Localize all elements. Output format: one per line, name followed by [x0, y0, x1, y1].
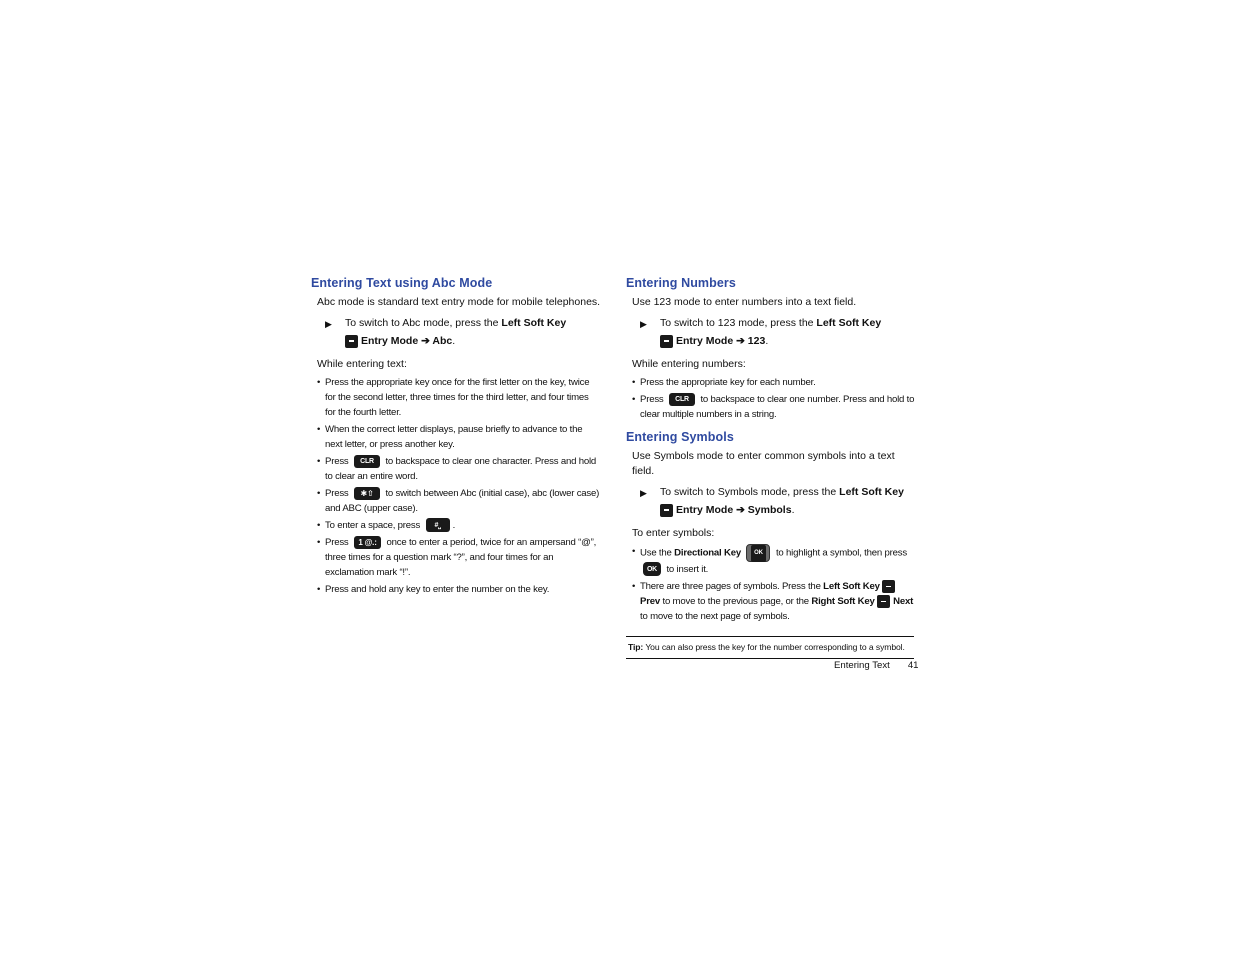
left-soft-key-icon: [660, 335, 673, 348]
symbols-step: ▶ To switch to Symbols mode, press the Left Soft Key: [632, 485, 916, 500]
list-item: • Press and hold any key to enter the number on the key.: [317, 584, 550, 595]
star-shift-key-icon: ✱⇧: [354, 487, 380, 500]
list-item: • Press the appropriate key for each number.: [632, 377, 816, 388]
footer-section: Entering Text: [834, 660, 890, 671]
left-column: [311, 276, 601, 599]
numbers-step: ▶ To switch to 123 mode, press the Left Soft Key: [632, 316, 916, 331]
right-column: [626, 276, 916, 659]
clr-key-icon: CLR: [354, 455, 380, 468]
ok-key-icon: OK: [643, 562, 661, 576]
list-item: • When the correct letter displays, pause briefly to advance to the next letter, or press another key.: [317, 424, 583, 450]
tip-box: [626, 636, 914, 659]
clr-key-icon: CLR: [669, 393, 695, 406]
numbers-intro: Use 123 mode to enter numbers into a text field.: [632, 296, 857, 308]
abc-intro: Abc mode is standard text entry mode for mobile telephones.: [317, 296, 601, 308]
step-arrow-icon: ▶: [640, 488, 647, 498]
list-item: • Press CLR to backspace to clear one number. Press and hold to clear multiple numbers in a string.: [632, 394, 915, 420]
heading-symbols: Entering Symbols: [626, 430, 734, 444]
left-soft-key-icon: [882, 580, 895, 593]
list-item: • There are three pages of symbols. Press the Left Soft Key Prev to move to the previous page, or the Right Soft Key Next to move to the next page of symbols.: [632, 581, 914, 622]
tip-label: Tip:: [628, 642, 644, 652]
list-item: • Press 1 @.: once to enter a period, twice for an ampersand “@”, three times for a question mark “?”, and four times for an exclamation mark “!”.: [317, 537, 597, 578]
symbols-step-menu-row: Entry Mode ➔ Symbols .: [660, 502, 916, 518]
abc-step-text: To switch to Abc mode, press the: [345, 317, 502, 329]
numbers-while: While entering numbers:: [632, 358, 746, 370]
list-item: • Press CLR to backspace to clear one character. Press and hold to clear an entire word.: [317, 456, 597, 482]
numbers-bullets: [632, 375, 916, 422]
step-arrow-icon: ▶: [325, 319, 332, 329]
abc-step-menu-row: Entry Mode ➔ Abc .: [345, 333, 601, 349]
symbols-bullets: [632, 544, 916, 624]
tip-text: You can also press the key for the number corresponding to a symbol.: [643, 642, 905, 652]
page-number: 41: [907, 660, 919, 671]
list-item: • Press the appropriate key once for the first letter on the key, twice for the second letter, three times for the third letter, and four times for the fourth letter.: [317, 377, 590, 418]
page-footer: [834, 660, 919, 671]
abc-step-key: Left Soft Key: [501, 317, 567, 329]
abc-while: While entering text:: [317, 358, 407, 370]
left-soft-key-icon: [345, 335, 358, 348]
abc-bullets: [317, 375, 601, 597]
symbols-while: To enter symbols:: [632, 527, 715, 539]
abc-step-menu: Entry Mode ➔ Abc: [361, 335, 453, 347]
list-item: • Press ✱⇧ to switch between Abc (initial case), abc (lower case) and ABC (upper case).: [317, 488, 600, 514]
symbols-intro: Use Symbols mode to enter common symbols into a text field.: [632, 450, 895, 477]
heading-abc-mode: Entering Text using Abc Mode: [311, 276, 493, 290]
one-key-icon: 1 @.:: [354, 536, 381, 549]
right-soft-key-icon: [877, 595, 890, 608]
directional-key-icon: OK: [746, 544, 770, 562]
step-arrow-icon: ▶: [640, 319, 647, 329]
left-soft-key-icon: [660, 504, 673, 517]
list-item: • To enter a space, press #⎵ .: [317, 520, 456, 531]
numbers-step-menu-row: Entry Mode ➔ 123 .: [660, 333, 916, 349]
abc-step: [317, 316, 601, 331]
list-item: • Use the Directional Key OK to highlight a symbol, then press OK to insert it.: [632, 546, 907, 575]
heading-numbers: Entering Numbers: [626, 276, 736, 290]
space-key-icon: #⎵: [426, 518, 450, 532]
